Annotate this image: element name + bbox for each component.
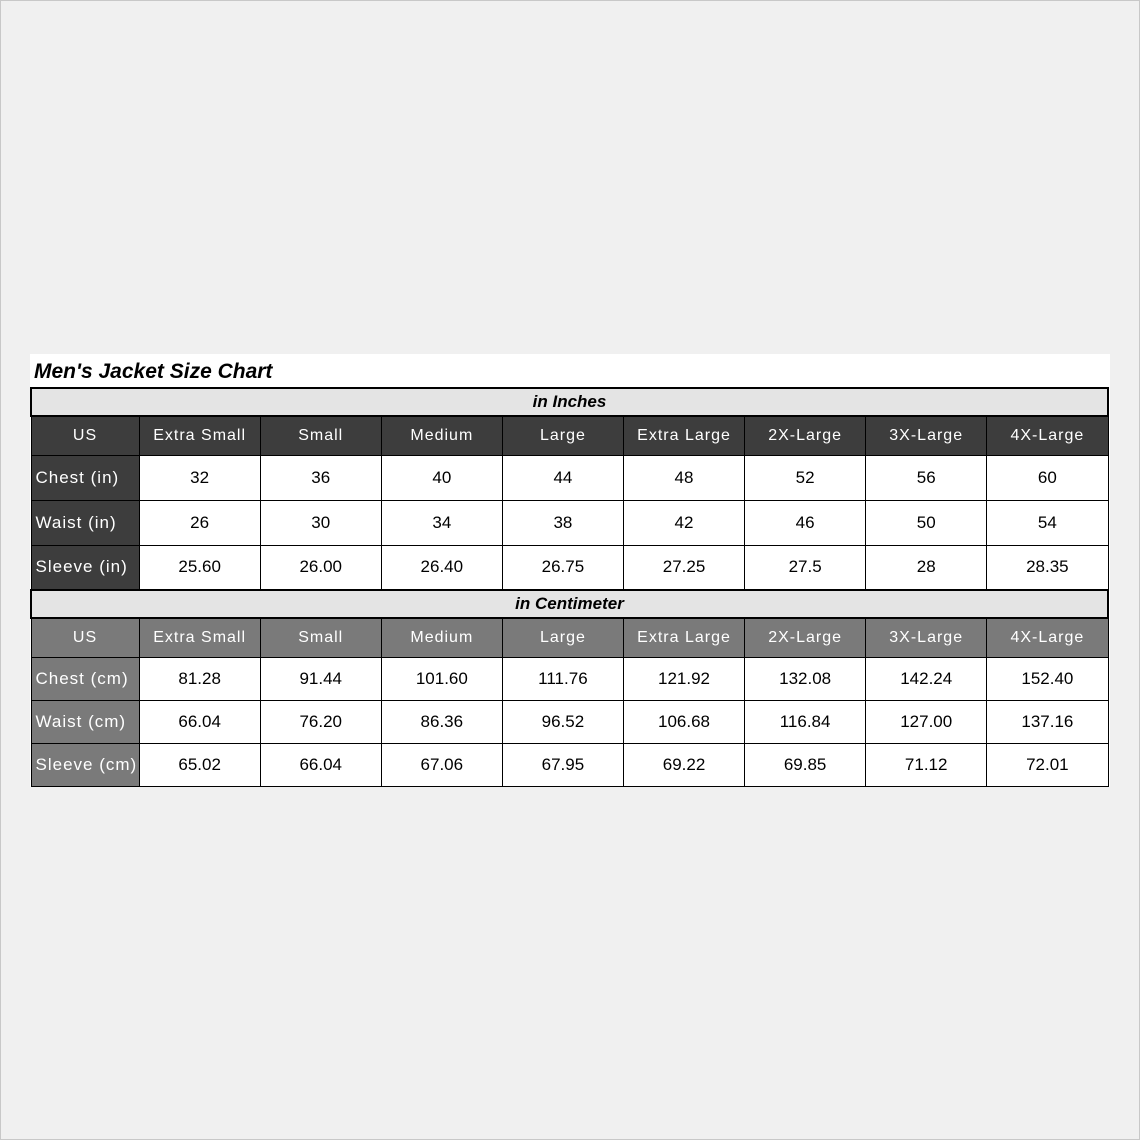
size-header-cell: 3X-Large [866,416,987,455]
measurement-cell: 67.95 [502,743,623,786]
measurement-cell: 26.40 [381,545,502,590]
measurement-cell: 71.12 [866,743,987,786]
row-label: Chest (in) [31,455,139,500]
row-label: Chest (cm) [31,657,139,700]
centimeter-section-title: in Centimeter [31,590,1108,618]
size-header-cell: Small [260,416,381,455]
size-header-cell: Large [502,416,623,455]
measurement-cell: 69.85 [745,743,866,786]
size-header-cell: Small [260,618,381,657]
table-row [31,500,1108,545]
measurement-cell: 106.68 [623,700,744,743]
measurement-cell: 50 [866,500,987,545]
measurement-cell: 44 [502,455,623,500]
measurement-cell: 52 [745,455,866,500]
size-header-cell: Extra Large [623,416,744,455]
table-row [31,545,1108,590]
table-row [31,700,1108,743]
measurement-cell: 34 [381,500,502,545]
us-header-cell: US [31,416,139,455]
measurement-cell: 66.04 [139,700,260,743]
size-chart [30,354,1110,787]
row-label: Sleeve (cm) [31,743,139,786]
measurement-cell: 142.24 [866,657,987,700]
measurement-cell: 40 [381,455,502,500]
measurement-cell: 38 [502,500,623,545]
measurement-cell: 27.25 [623,545,744,590]
measurement-cell: 32 [139,455,260,500]
size-header-cell: 2X-Large [745,618,866,657]
measurement-cell: 121.92 [623,657,744,700]
table-row [31,455,1108,500]
measurement-cell: 26.75 [502,545,623,590]
size-table [30,387,1109,787]
table-row [31,657,1108,700]
measurement-cell: 86.36 [381,700,502,743]
measurement-cell: 42 [623,500,744,545]
measurement-cell: 91.44 [260,657,381,700]
size-header-cell: Large [502,618,623,657]
measurement-cell: 81.28 [139,657,260,700]
size-header-cell: Medium [381,618,502,657]
measurement-cell: 36 [260,455,381,500]
centimeter-header-row [31,618,1108,657]
measurement-cell: 69.22 [623,743,744,786]
row-label: Sleeve (in) [31,545,139,590]
measurement-cell: 137.16 [987,700,1108,743]
size-header-cell: Medium [381,416,502,455]
measurement-cell: 116.84 [745,700,866,743]
size-header-cell: Extra Small [139,416,260,455]
chart-title: Men's Jacket Size Chart [34,360,273,383]
measurement-cell: 65.02 [139,743,260,786]
size-header-cell: 3X-Large [866,618,987,657]
size-header-cell: 2X-Large [745,416,866,455]
measurement-cell: 30 [260,500,381,545]
measurement-cell: 67.06 [381,743,502,786]
measurement-cell: 96.52 [502,700,623,743]
measurement-cell: 66.04 [260,743,381,786]
measurement-cell: 60 [987,455,1108,500]
measurement-cell: 46 [745,500,866,545]
inches-header-row [31,416,1108,455]
measurement-cell: 72.01 [987,743,1108,786]
inches-section-title: in Inches [31,388,1108,416]
measurement-cell: 111.76 [502,657,623,700]
measurement-cell: 152.40 [987,657,1108,700]
measurement-cell: 54 [987,500,1108,545]
measurement-cell: 56 [866,455,987,500]
size-header-cell: Extra Small [139,618,260,657]
size-header-cell: Extra Large [623,618,744,657]
size-header-cell: 4X-Large [987,416,1108,455]
measurement-cell: 28.35 [987,545,1108,590]
measurement-cell: 48 [623,455,744,500]
us-header-cell: US [31,618,139,657]
measurement-cell: 101.60 [381,657,502,700]
measurement-cell: 127.00 [866,700,987,743]
size-header-cell: 4X-Large [987,618,1108,657]
centimeter-section-row [31,590,1108,618]
measurement-cell: 132.08 [745,657,866,700]
measurement-cell: 27.5 [745,545,866,590]
measurement-cell: 25.60 [139,545,260,590]
row-label: Waist (cm) [31,700,139,743]
measurement-cell: 26.00 [260,545,381,590]
table-row [31,743,1108,786]
measurement-cell: 76.20 [260,700,381,743]
measurement-cell: 28 [866,545,987,590]
row-label: Waist (in) [31,500,139,545]
inches-section-row [31,388,1108,416]
measurement-cell: 26 [139,500,260,545]
